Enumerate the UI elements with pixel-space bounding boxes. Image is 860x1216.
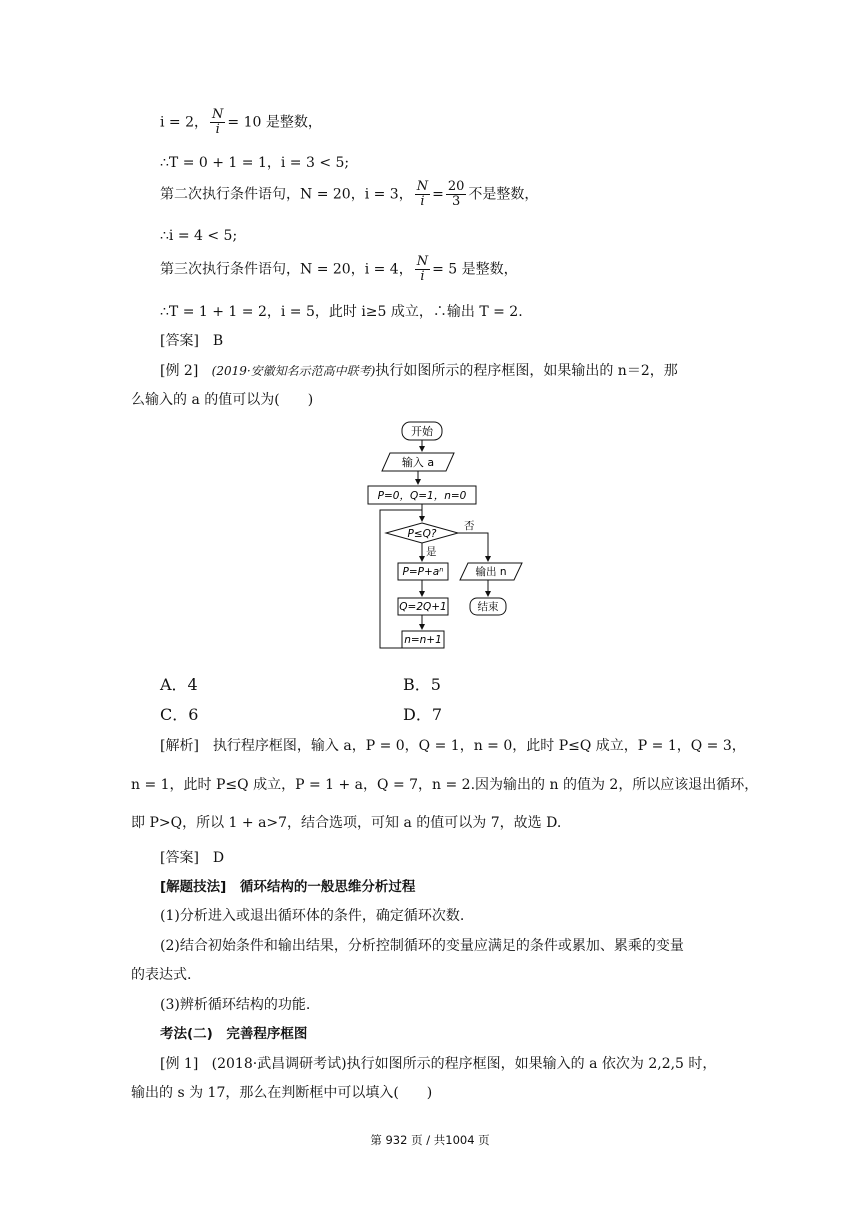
technique-2-cont: 的表达式. bbox=[131, 967, 192, 983]
technique-title: [解题技法] 循环结构的一般思维分析过程 bbox=[160, 879, 416, 895]
answer-2: [答案] D bbox=[160, 850, 225, 866]
example-text: (2018·武昌调研考试)执行如图所示的程序框图，如果输入的 a 依次为 2,2,5 时， bbox=[211, 1056, 717, 1072]
fraction-n-over-i bbox=[415, 180, 430, 209]
text-segment: i = 2， bbox=[160, 114, 209, 131]
example-source: (2019·安徽知名示范高中联考) bbox=[211, 364, 376, 378]
option-c: C．6 bbox=[160, 705, 199, 724]
option-a: A．4 bbox=[160, 675, 198, 694]
fraction-denominator: i bbox=[215, 122, 220, 137]
technique-1: (1)分析进入或退出循环体的条件，确定循环次数. bbox=[160, 908, 465, 924]
fraction-20-over-3 bbox=[446, 180, 467, 209]
text-segment: 第三次执行条件语句，N = 20，i = 4， bbox=[160, 261, 413, 278]
analysis-line-3: 即 P>Q，所以 1 + a>7，结合选项，可知 a 的值可以为 7，故选 D. bbox=[131, 815, 562, 831]
fraction-denominator: i bbox=[420, 269, 425, 284]
text-segment: 不是整数， bbox=[468, 186, 539, 203]
example-2-line-2: 么输入的 a 的值可以为( ) bbox=[131, 392, 314, 408]
fraction-numerator: N bbox=[212, 107, 224, 122]
example-label: [例 2] bbox=[160, 363, 199, 379]
text-line-6: ∴T = 1 + 1 = 2，i = 5，此时 i≥5 成立，∴输出 T = 2. bbox=[160, 304, 523, 320]
flow-init-label: P=0，Q=1，n=0 bbox=[377, 490, 467, 502]
fraction-n-over-i bbox=[210, 108, 225, 137]
flow-output-label: 输出 n bbox=[475, 566, 507, 578]
text-line-3 bbox=[160, 180, 538, 209]
fraction-n-over-i bbox=[415, 255, 430, 284]
example-1-line-2: 输出的 s 为 17，那么在判断框中可以填入( ) bbox=[131, 1085, 433, 1101]
flow-input-label: 输入 a bbox=[401, 456, 435, 469]
equals-sign: = bbox=[432, 186, 444, 203]
text-line-1 bbox=[160, 108, 322, 137]
flow-step1-label: P=P+aⁿ bbox=[402, 566, 444, 578]
text-line-2: ∴T = 0 + 1 = 1，i = 3 < 5; bbox=[160, 155, 350, 171]
text-segment: = 10 是整数， bbox=[227, 114, 322, 131]
fraction-denominator: i bbox=[420, 194, 425, 209]
flow-no-label: 否 bbox=[464, 520, 475, 532]
example-1-line-1 bbox=[160, 1054, 716, 1074]
flow-start-label: 开始 bbox=[411, 425, 433, 438]
technique-2: (2)结合初始条件和输出结果，分析控制循环的变量应满足的条件或累加、累乘的变量 bbox=[160, 938, 684, 954]
example-text: 执行如图所示的程序框图，如果输出的 n＝2，那 bbox=[375, 363, 678, 379]
fraction-numerator: 20 bbox=[447, 179, 465, 194]
text-line-4: ∴i = 4 < 5; bbox=[160, 228, 238, 244]
example-label: [例 1] bbox=[160, 1056, 199, 1072]
page-footer: 第 932 页 / 共1004 页 bbox=[370, 1133, 490, 1147]
analysis-line-1: [解析] 执行程序框图，输入 a，P = 0，Q = 1，n = 0，此时 P≤Q 成立，P = 1，Q = 3， bbox=[160, 738, 746, 754]
fraction-numerator: N bbox=[416, 179, 429, 194]
text-segment: = 5 是整数， bbox=[432, 261, 518, 278]
fraction-numerator: N bbox=[416, 254, 429, 269]
flow-step2-label: Q=2Q+1 bbox=[399, 601, 447, 613]
flowchart bbox=[360, 416, 540, 661]
flow-yes-label: 是 bbox=[426, 546, 437, 558]
technique-3: (3)辨析循环结构的功能. bbox=[160, 997, 311, 1013]
fraction-denominator: 3 bbox=[451, 194, 461, 209]
flow-condition-label: P≤Q? bbox=[407, 528, 437, 540]
text-line-5 bbox=[160, 255, 518, 284]
answer-1: [答案] B bbox=[160, 333, 224, 349]
analysis-line-2: n = 1，此时 P≤Q 成立，P = 1 + a，Q = 7，n = 2.因为输出的 n 的值为 2，所以应该退出循环， bbox=[131, 777, 759, 793]
flow-step3-label: n=n+1 bbox=[404, 634, 442, 646]
flow-end-label: 结束 bbox=[477, 601, 499, 613]
method-2-heading: 考法(二) 完善程序框图 bbox=[160, 1026, 308, 1042]
example-2-line-1 bbox=[160, 361, 678, 381]
option-b: B．5 bbox=[403, 675, 441, 694]
text-segment: 第二次执行条件语句，N = 20，i = 3， bbox=[160, 186, 413, 203]
option-d: D．7 bbox=[403, 705, 443, 724]
